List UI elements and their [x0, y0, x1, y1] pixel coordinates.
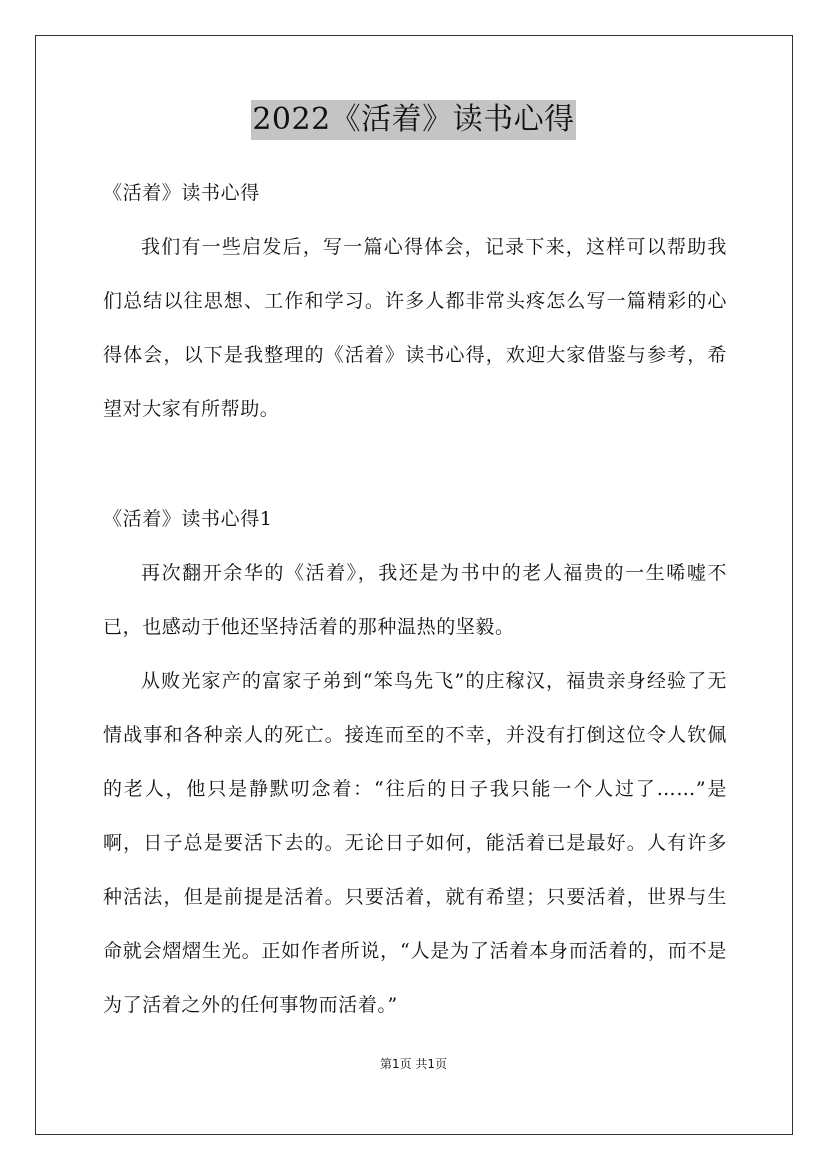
section1-heading: 《活着》读书心得1: [103, 508, 273, 530]
section1-body: [103, 546, 727, 1032]
section1-paragraph-1: 再次翻开余华的《活着》，我还是为书中的老人福贵的一生唏嘘不已，也感动于他还坚持活着的那种温热的坚毅。: [103, 562, 727, 638]
intro-paragraph: 我们有一些启发后，写一篇心得体会，记录下来，这样可以帮助我们总结以往思想、工作和学习。许多人都非常头疼怎么写一篇精彩的心得体会，以下是我整理的《活着》读书心得，欢迎大家借鉴与参考，希望对大家有所帮助。: [103, 236, 727, 420]
title-container: [0, 100, 827, 140]
document-title: 2022《活着》读书心得: [251, 100, 575, 140]
intro-section: [103, 220, 727, 436]
section1-paragraph-2: 从败光家产的富家子弟到“笨鸟先飞”的庄稼汉，福贵亲身经验了无情战事和各种亲人的死亡。接连而至的不幸，并没有打倒这位令人钦佩的老人，他只是静默叨念着：“往后的日子我只能一个人过了……”是啊，日子总是要活下去的。无论日子如何，能活着已是最好。人有许多种活法，但是前提是活着。只要活着，就有希望；只要活着，世界与生命就会熠熠生光。正如作者所说，“人是为了活着本身而活着的，而不是为了活着之外的任何事物而活着。”: [103, 670, 727, 1016]
document-subtitle: 《活着》读书心得: [103, 182, 260, 204]
page-number-footer: 第1页 共1页: [379, 1057, 448, 1071]
